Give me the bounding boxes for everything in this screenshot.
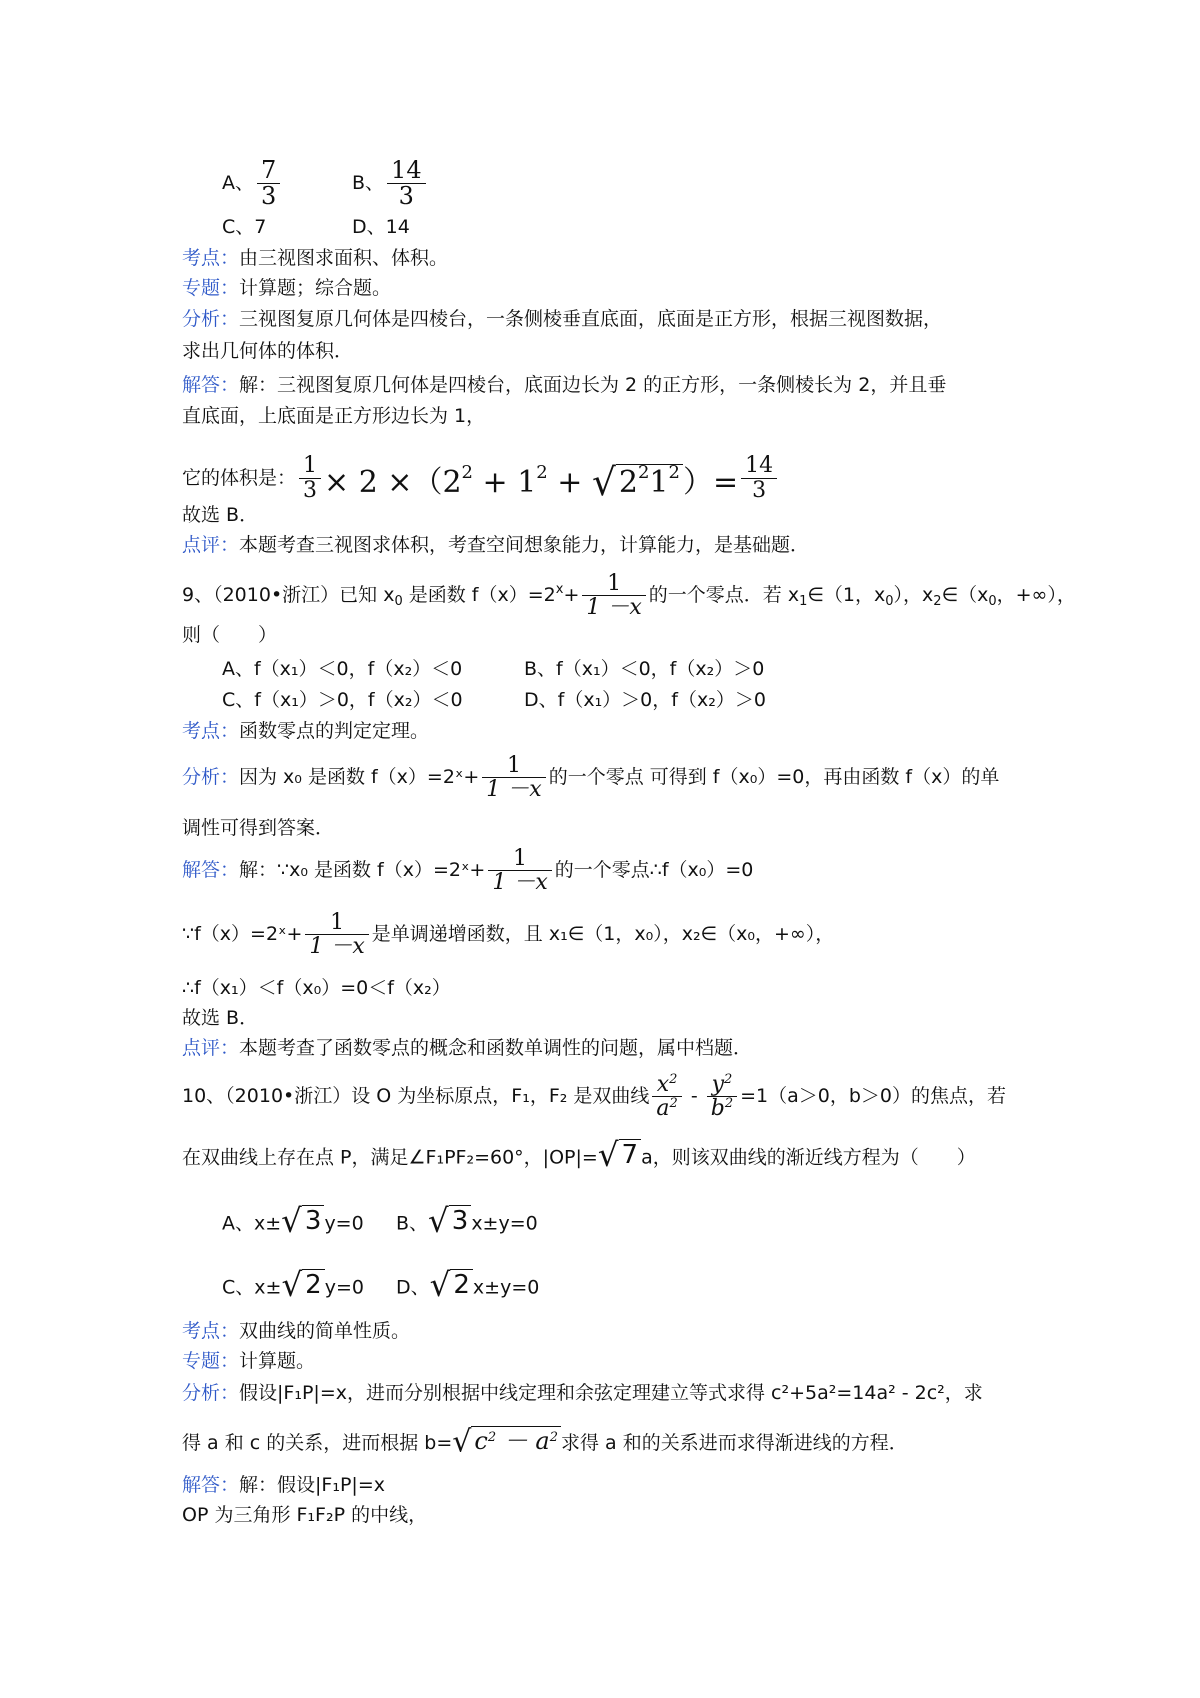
- fraction: $\frac{1}{1 -x}$: [488, 847, 551, 894]
- radical: √ 3: [281, 1208, 324, 1234]
- q8-dianping: 点评：本题考查三视图求体积，考查空间想象能力，计算能力，是基础题．: [182, 534, 810, 556]
- fraction: $\frac{1}{3}$: [299, 454, 321, 501]
- q9-stem-cont: 则（ ）: [182, 624, 278, 646]
- q8-jieda: 解答：解：三视图复原几何体是四棱台，底面边长为 2 的正方形，一条侧棱长为 2，并且垂: [182, 374, 947, 396]
- q10-option-a: A、x±√ 3 y=0: [222, 1202, 364, 1240]
- q10-jieda-cont: OP 为三角形 F₁F₂P 的中线，: [182, 1504, 428, 1526]
- q8-fenxi: 分析：三视图复原几何体是四棱台，一条侧棱垂直底面，底面是正方形，根据三视图数据，: [182, 308, 943, 330]
- fraction: $\frac{14}{3}$: [741, 454, 777, 501]
- q9-jieda-line2: ∵f（x）=2ˣ+ $\frac{1}{1 -x}$ 是单调递增函数，且 x₁∈（1，x₀），x₂∈（x₀，+∞），: [182, 909, 835, 959]
- q9-option-a: A、f（x₁）＜0，f（x₂）＜0: [222, 658, 463, 680]
- q10-option-d: D、√ 2 x±y=0: [396, 1266, 540, 1304]
- fraction: $\frac{7}{3}$: [257, 158, 280, 209]
- q10-option-c: C、x±√ 2 y=0: [222, 1266, 364, 1304]
- radical: √ $c^2 - a^2$: [452, 1425, 561, 1455]
- q10-zhuanti: 专题：计算题。: [182, 1350, 316, 1372]
- q9-jieda-line3: ∴f（x₁）＜f（x₀）=0＜f（x₂）: [182, 977, 451, 999]
- q8-option-a: A、 $\frac{7}{3}$: [222, 158, 283, 209]
- q8-guxuan: 故选 B．: [182, 504, 259, 526]
- q9-kaodian: 考点：函数零点的判定定理。: [182, 720, 430, 742]
- q10-stem: 10、（2010•浙江）设 O 为坐标原点，F₁，F₂ 是双曲线 $\frac{x^2}{a^2}$ - $\frac{y^2}{b^2}$ =1（a＞0，b＞0）的焦点，若: [182, 1071, 1007, 1121]
- q9-fenxi: 分析：因为 x₀ 是函数 f（x）=2ˣ+ $\frac{1}{1 -x}$ 的一个零点 可得到 f（x₀）=0，再由函数 f（x）的单: [182, 752, 1000, 802]
- q10-kaodian: 考点：双曲线的简单性质。: [182, 1320, 411, 1342]
- q9-dianping: 点评：本题考查了函数零点的概念和函数单调性的问题，属中档题．: [182, 1037, 753, 1059]
- q8-jieda-cont: 直底面，上底面是正方形边长为 1，: [182, 405, 486, 427]
- q8-option-c: C、7: [222, 216, 267, 238]
- q9-option-c: C、f（x₁）＞0，f（x₂）＜0: [222, 689, 463, 711]
- fraction: $\frac{y^2}{b^2}$: [707, 1073, 737, 1120]
- q8-option-d: D、14: [352, 216, 410, 238]
- fraction: $\frac{1}{1 -x}$: [305, 911, 368, 958]
- fraction: $\frac{1}{1 -x}$: [482, 754, 545, 801]
- fraction: $\frac{x^2}{a^2}$: [652, 1073, 681, 1120]
- q9-guxuan: 故选 B．: [182, 1007, 259, 1029]
- q9-option-b: B、f（x₁）＜0，f（x₂）＞0: [524, 658, 765, 680]
- radical: √ 2: [430, 1272, 473, 1298]
- q10-jieda: 解答：解：假设|F₁P|=x: [182, 1474, 385, 1496]
- q8-zhuanti: 专题：计算题；综合题。: [182, 277, 392, 299]
- radical: √ $2^21^2$: [592, 446, 683, 510]
- q10-option-b: B、√ 3 x±y=0: [396, 1202, 538, 1240]
- q9-fenxi-cont: 调性可得到答案．: [182, 817, 335, 839]
- fraction: $\frac{14}{3}$: [387, 158, 426, 209]
- radical: √ 2: [281, 1272, 324, 1298]
- q9-jieda: 解答：解：∵x₀ 是函数 f（x）=2ˣ+ $\frac{1}{1 -x}$ 的一个零点∴f（x₀）=0: [182, 845, 754, 895]
- radical: √ 3: [428, 1208, 471, 1234]
- q8-fenxi-cont: 求出几何体的体积．: [182, 340, 354, 362]
- q10-fenxi: 分析：假设|F₁P|=x，进而分别根据中线定理和余弦定理建立等式求得 c²+5a²=14a² - 2c²，求: [182, 1382, 983, 1404]
- q10-fenxi-cont: 得 a 和 c 的关系，进而根据 b=√ $c^2 - a^2$ 求得 a 和的关系进而求得渐进线的方程．: [182, 1424, 908, 1460]
- radical: √ 7: [598, 1142, 641, 1168]
- q9-stem: 9、（2010•浙江）已知 $x_0$ 是函数 $f(x)=2^x+$ $\frac{1}{1 -x}$ 的一个零点．若 $x_1\in(1$，$x_0$），$x_2\in(x_0$，+∞），: [182, 570, 1076, 620]
- q9-option-d: D、f（x₁）＞0，f（x₂）＞0: [524, 689, 766, 711]
- fraction: $\frac{1}{1 -x}$: [582, 572, 645, 619]
- q8-kaodian: 考点：由三视图求面积、体积。: [182, 247, 449, 269]
- q8-option-b: B、 $\frac{14}{3}$: [352, 158, 429, 209]
- q8-volume-formula: 它的体积是： $\frac{1}{3}$ × $2 \times(2^2 + 1^2$ + √ $2^21^2$ ）= $\frac{14}{3}$: [182, 446, 780, 510]
- q10-stem-cont: 在双曲线上存在点 P，满足∠F₁PF₂=60°，|OP|=√ 7 a，则该双曲线的渐近线方程为（ ）: [182, 1136, 976, 1174]
